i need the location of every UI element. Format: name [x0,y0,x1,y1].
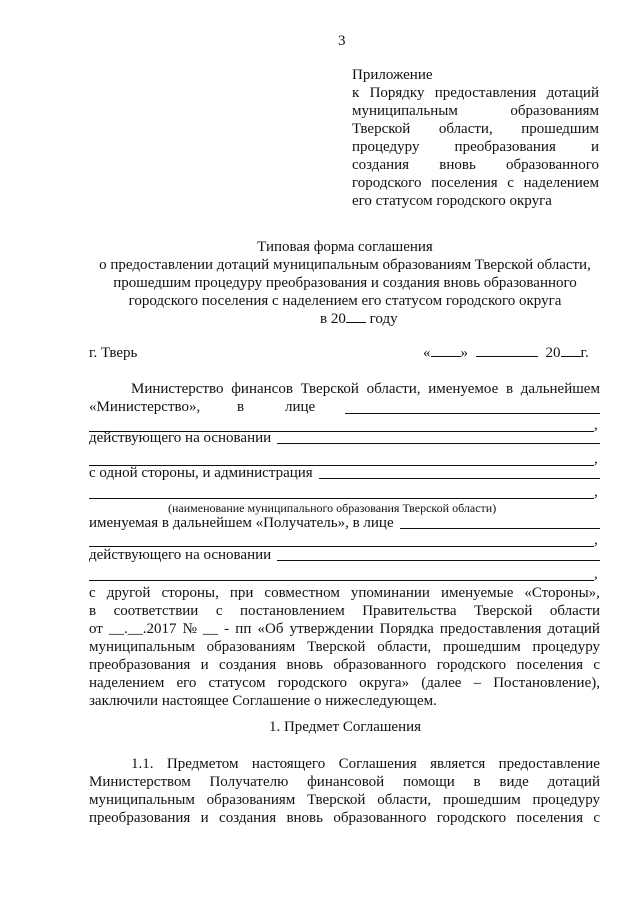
recipient-basis-field[interactable] [277,559,600,561]
appendix-title: Приложение [352,67,433,83]
preamble-line: преобразования и создания вновь образованного городского поселения с [89,657,600,673]
preamble-line: муниципальным образованиям Тверской области, прошедшим процедуру [89,639,600,655]
appendix-line: к Порядку предоставления дотаций [352,85,599,101]
appendix-line: процедуру преобразования и [352,139,599,155]
form-subtitle-line: городского поселения с наделением его статусом городского округа [128,293,562,309]
comma: , [594,532,598,548]
appendix-line: создания вновь образованного [352,157,599,173]
clause-line: 1.1. Предметом настоящего Соглашения является предоставление [131,756,600,772]
day-blank[interactable] [431,344,461,357]
date-year-blank[interactable] [561,344,581,357]
recipient-representative-field[interactable] [400,527,600,529]
preamble-line: с другой стороны, при совместном упоминании именуемые «Стороны», [89,585,600,601]
ministry-representative-field[interactable] [345,413,600,414]
ministry-in: в [237,399,245,415]
recipient-basis-field-2[interactable] [89,580,594,581]
ministry-short-name: «Министерство», [89,399,201,415]
municipality-caption: (наименование муниципального образования Тверской области) [168,501,497,515]
comma: , [594,417,598,433]
city: г. Тверь [89,345,138,361]
comma: , [594,484,598,500]
ministry-person: лице [285,399,316,415]
month-blank[interactable] [476,344,538,357]
recipient-row: именуемая в дальнейшем «Получатель», в лице [89,514,600,532]
admin-name-field[interactable] [319,477,600,479]
page-number: 3 [338,33,346,49]
clause-line: Министерством Получателю финансовой помощи в виде дотаций [89,774,600,790]
preamble-line: заключили настоящее Соглашение о нижеследующем. [89,693,437,709]
date-line: « » 20 г. [423,345,589,361]
appendix-line: муниципальным образованиям [352,103,599,119]
comma: , [594,451,598,467]
ministry-basis-row: действующего на основании [89,429,600,447]
ministry-basis-field[interactable] [277,442,600,444]
admin-row: с одной стороны, и администрация [89,464,600,482]
appendix-line: Тверской области, прошедшим [352,121,599,137]
year-blank[interactable] [346,310,366,323]
appendix-line: его статусом городского округа [352,193,552,209]
preamble-line: от __.__.2017 № __ - пп «Об утверждении Порядка предоставления дотаций [89,621,600,637]
recipient-basis-row: действующего на основании [89,546,600,564]
section-title: 1. Предмет Соглашения [268,719,422,735]
form-year-line: в 20 году [320,311,398,327]
ministry-line: Министерство финансов Тверской области, именуемое в дальнейшем [131,381,600,397]
preamble-line: в соответствии с постановлением Правительства Тверской области [89,603,600,619]
form-heading: Типовая форма соглашения [257,239,433,255]
form-subtitle-line: прошедшим процедуру преобразования и создания вновь образованного [113,275,577,291]
preamble-line: наделением его статусом городского округа» (далее – Постановление), [89,675,600,691]
appendix-line: городского поселения с наделением [352,175,599,191]
clause-line: муниципальным образованиям Тверской области, прошедшим процедуру [89,792,600,808]
form-subtitle-line: о предоставлении дотаций муниципальным образованиям Тверской области, [99,257,591,273]
comma: , [594,566,598,582]
clause-line: преобразования и создания вновь образованного городского поселения с [89,810,600,826]
